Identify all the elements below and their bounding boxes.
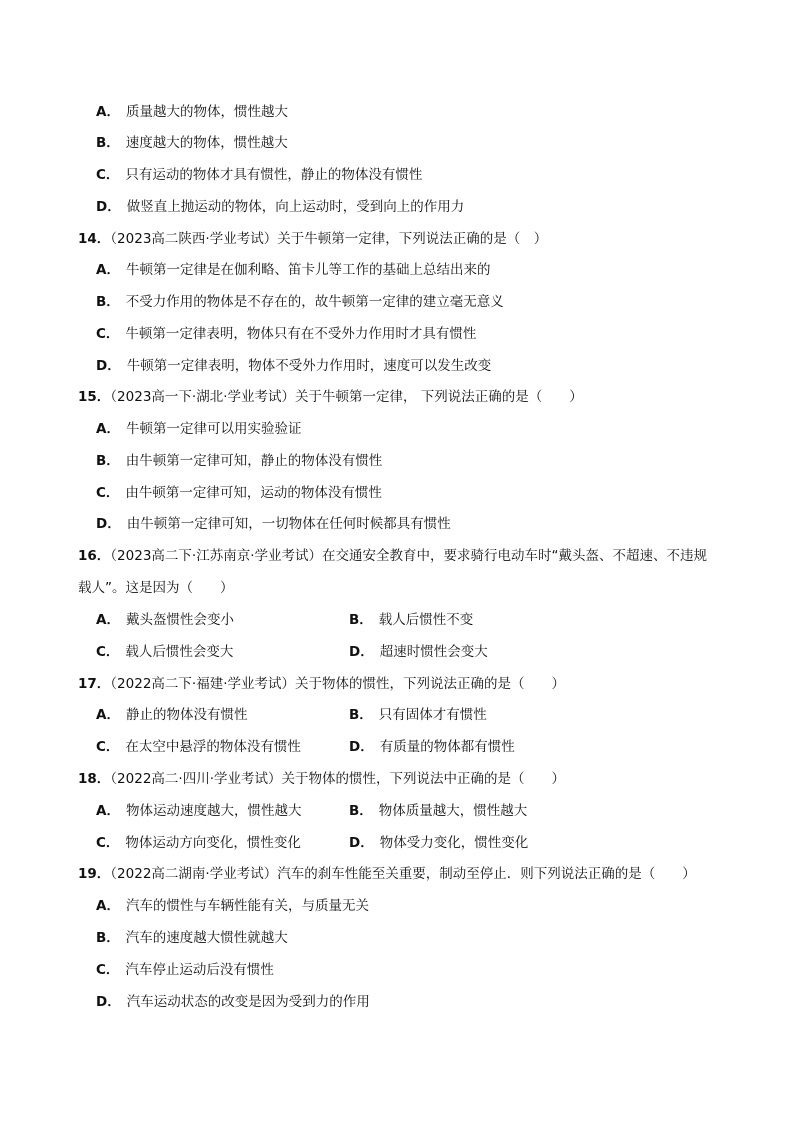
option-text: 牛顿第一定律表明，物体只有在不受外力作用时才具有惯性 bbox=[125, 326, 477, 342]
option-line bbox=[96, 611, 234, 629]
option-text: 不受力作用的物体是不存在的，故牛顿第一定律的建立毫无意义 bbox=[125, 294, 504, 310]
option-label: D． bbox=[349, 739, 374, 755]
option-text: 汽车停止运动后没有惯性 bbox=[125, 962, 274, 978]
option-text: 静止的物体没有惯性 bbox=[125, 707, 248, 723]
option-label: C． bbox=[96, 962, 120, 978]
option-text: 只有固体才有惯性 bbox=[378, 707, 487, 723]
option-text: 汽车的速度越大惯性就越大 bbox=[125, 930, 288, 946]
option-label: B． bbox=[349, 707, 373, 723]
option-line bbox=[96, 103, 288, 121]
option-label: C． bbox=[96, 485, 120, 501]
question-source: （2023高一下·湖北·学业考试） bbox=[110, 389, 295, 405]
option-text: 由牛顿第一定律可知，运动的物体没有惯性 bbox=[125, 485, 382, 501]
question-number: 17． bbox=[78, 676, 111, 692]
option-text: 超速时惯性会变大 bbox=[379, 644, 488, 660]
option-text: 有质量的物体都有惯性 bbox=[379, 739, 515, 755]
option-line bbox=[96, 484, 382, 502]
option-line bbox=[96, 293, 504, 311]
option-label: C． bbox=[96, 739, 120, 755]
option-line bbox=[96, 452, 382, 470]
question-source: （2023高二陕西·学业考试） bbox=[110, 231, 278, 247]
option-text: 戴头盔惯性会变小 bbox=[125, 612, 234, 628]
option-label: D． bbox=[349, 835, 374, 851]
question-stem-17 bbox=[78, 675, 565, 693]
option-line bbox=[96, 738, 301, 756]
option-text: 汽车的惯性与车辆性能有关，与质量无关 bbox=[125, 898, 369, 914]
question-number: 19． bbox=[78, 866, 111, 882]
option-label: A． bbox=[96, 104, 120, 120]
option-text: 牛顿第一定律是在伽利略、笛卡儿等工作的基础上总结出来的 bbox=[125, 262, 491, 278]
option-text: 物体运动方向变化，惯性变化 bbox=[125, 835, 301, 851]
option-text: 物体运动速度越大，惯性越大 bbox=[125, 803, 302, 819]
option-text: 做竖直上抛运动的物体，向上运动时，受到向上的作用力 bbox=[126, 199, 465, 215]
question-text: 关于物体的惯性，下列说法正确的是（ ） bbox=[295, 676, 565, 692]
option-line bbox=[96, 198, 464, 216]
question-text: 在交通安全教育中，要求骑行电动车时“戴头盔、不超速、不违规 bbox=[322, 548, 707, 564]
option-label: D． bbox=[96, 358, 121, 374]
question-stem-continuation: 载人”。这是因为（ ） bbox=[78, 580, 234, 596]
option-label: B． bbox=[96, 930, 120, 946]
option-line bbox=[349, 834, 528, 852]
option-line bbox=[349, 643, 488, 661]
question-text: 汽车的刹车性能至关重要，制动至停止．则下列说法正确的是（ ） bbox=[277, 866, 696, 882]
question-source: （2023高二下·江苏南京·学业考试） bbox=[110, 548, 322, 564]
option-line bbox=[96, 357, 491, 375]
option-text: 质量越大的物体，惯性越大 bbox=[125, 104, 288, 120]
option-label: A． bbox=[96, 898, 120, 914]
option-line bbox=[96, 261, 490, 279]
question-text: 关于物体的惯性，下列说法中正确的是（ ） bbox=[281, 771, 565, 787]
option-text: 速度越大的物体，惯性越大 bbox=[125, 135, 288, 151]
option-line bbox=[349, 738, 515, 756]
option-text: 载人后惯性不变 bbox=[378, 612, 474, 628]
question-stem-18 bbox=[78, 770, 565, 788]
option-line bbox=[96, 993, 370, 1011]
option-text: 牛顿第一定律可以用实验验证 bbox=[125, 421, 302, 437]
option-line bbox=[96, 802, 301, 820]
option-text: 载人后惯性会变大 bbox=[125, 644, 234, 660]
question-number: 18． bbox=[78, 771, 111, 787]
option-label: C． bbox=[96, 644, 120, 660]
option-label: A． bbox=[96, 803, 120, 819]
option-label: D． bbox=[96, 199, 121, 215]
question-text: 关于牛顿第一定律， 下列说法正确的是（ ） bbox=[295, 389, 583, 405]
question-stem-19 bbox=[78, 865, 696, 883]
option-line bbox=[349, 611, 473, 629]
option-line bbox=[96, 929, 288, 947]
option-line bbox=[96, 515, 451, 533]
question-stem-16 bbox=[78, 547, 707, 565]
question-source: （2022高二·四川·学业考试） bbox=[110, 771, 282, 787]
option-line bbox=[96, 325, 476, 343]
option-line bbox=[96, 643, 233, 661]
question-stem-14 bbox=[78, 230, 547, 248]
option-line bbox=[349, 802, 527, 820]
option-label: B． bbox=[96, 294, 120, 310]
question-number: 15． bbox=[78, 389, 111, 405]
option-label: C． bbox=[96, 167, 120, 183]
option-label: C． bbox=[96, 835, 120, 851]
option-line bbox=[96, 834, 301, 852]
option-text: 只有运动的物体才具有惯性，静止的物体没有惯性 bbox=[125, 167, 423, 183]
option-label: A． bbox=[96, 421, 120, 437]
question-source: （2022高二下·福建·学业考试） bbox=[110, 676, 295, 692]
option-text: 物体受力变化，惯性变化 bbox=[379, 835, 529, 851]
option-label: A． bbox=[96, 707, 120, 723]
option-label: C． bbox=[96, 326, 120, 342]
question-number: 14． bbox=[78, 231, 111, 247]
option-label: B． bbox=[349, 612, 373, 628]
option-label: A． bbox=[96, 612, 120, 628]
question-source: （2022高二湖南·学业考试） bbox=[110, 866, 278, 882]
option-text: 牛顿第一定律表明，物体不受外力作用时，速度可以发生改变 bbox=[126, 358, 492, 374]
option-line bbox=[96, 166, 422, 184]
option-label: B． bbox=[96, 135, 120, 151]
option-label: D． bbox=[349, 644, 374, 660]
option-text: 由牛顿第一定律可知，一切物体在任何时候都具有惯性 bbox=[126, 516, 451, 532]
option-text: 汽车运动状态的改变是因为受到力的作用 bbox=[126, 994, 370, 1010]
option-line bbox=[96, 961, 274, 979]
option-line bbox=[96, 897, 369, 915]
question-number: 16． bbox=[78, 548, 111, 564]
option-line bbox=[96, 134, 288, 152]
option-label: A． bbox=[96, 262, 120, 278]
option-line bbox=[96, 706, 247, 724]
option-label: D． bbox=[96, 516, 121, 532]
option-label: D． bbox=[96, 994, 121, 1010]
option-line bbox=[96, 420, 301, 438]
question-text: 关于牛顿第一定律，下列说法正确的是（ ） bbox=[277, 231, 548, 247]
option-text: 物体质量越大，惯性越大 bbox=[378, 803, 528, 819]
question-stem-15 bbox=[78, 388, 583, 406]
option-label: B． bbox=[349, 803, 373, 819]
option-text: 在太空中悬浮的物体没有惯性 bbox=[125, 739, 301, 755]
option-label: B． bbox=[96, 453, 120, 469]
option-line bbox=[349, 706, 487, 724]
option-text: 由牛顿第一定律可知，静止的物体没有惯性 bbox=[125, 453, 383, 469]
